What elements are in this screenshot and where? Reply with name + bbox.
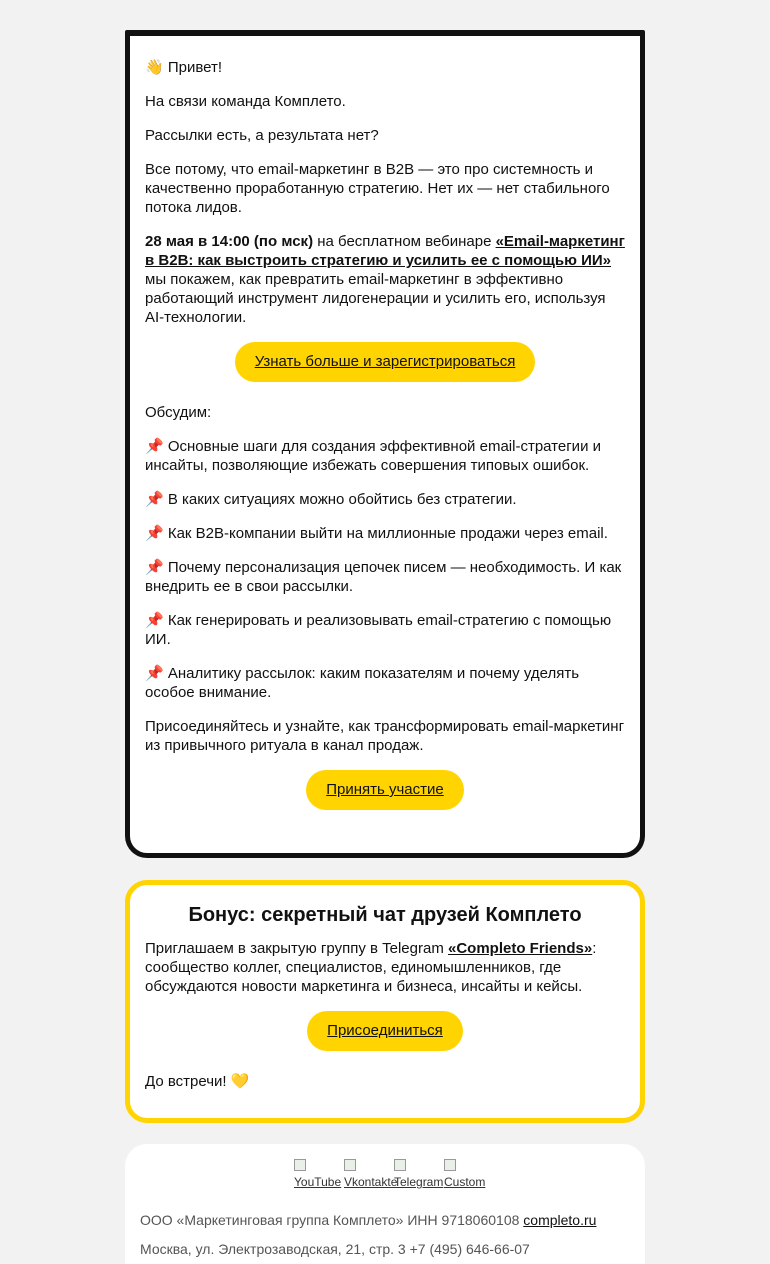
address-line: Москва, ул. Электрозаводская, 21, стр. 3 +7 (495) 646-66-07 (140, 1241, 530, 1257)
participate-button-wrap (145, 770, 625, 810)
custom-icon[interactable]: Custom (444, 1159, 476, 1191)
bonus-text-before: Приглашаем в закрытую группу в Telegram (145, 940, 448, 957)
webinar-rest-text: мы покажем, как превратить email-маркетинг в эффективно работающий инструмент лидогенерации и усилить его, используя AI-технологии. (145, 271, 606, 326)
register-button[interactable]: Узнать больше и зарегистрироваться (235, 342, 536, 382)
participate-button[interactable]: Принять участие (306, 770, 464, 810)
intro-text: На связи команда Комплето. (145, 93, 346, 110)
question-text: Рассылки есть, а результата нет? (145, 127, 379, 144)
bonus-text-after: : сообщество коллег, специалистов, единомышленников, где обсуждаются новости маркетинга и бизнеса, инсайты и кейсы. (145, 940, 597, 995)
topic-item: 📌 Почему персонализация цепочек писем — необходимость. И как внедрить ее в свои рассылки. (145, 559, 622, 595)
social-links (140, 1159, 630, 1191)
farewell-text: До встречи! 💛 (145, 1073, 250, 1090)
webinar-announcement (145, 232, 625, 327)
topic-item: 📌 В каких ситуациях можно обойтись без стратегии. (145, 491, 517, 508)
webinar-mid-text: на бесплатном вебинаре (313, 233, 496, 250)
webinar-date: 28 мая в 14:00 (по мск) (145, 233, 314, 250)
bonus-title: Бонус: секретный чат друзей Комплето (188, 904, 582, 926)
youtube-icon[interactable]: YouTube (294, 1159, 326, 1191)
bonus-card (125, 880, 645, 1123)
greeting: 👋 Привет! (145, 59, 223, 76)
site-link[interactable]: completo.ru (523, 1212, 597, 1228)
closing-text: Присоединяйтесь и узнайте, как трансформировать email-маркетинг из привычного ритуала в канал продаж. (145, 718, 625, 754)
topic-item: 📌 Как B2B-компании выйти на миллионные продажи через email. (145, 525, 608, 542)
join-button[interactable]: Присоединиться (307, 1011, 463, 1051)
discuss-label: Обсудим: (145, 404, 212, 421)
reason-text: Все потому, что email-маркетинг в B2B — это про системность и качественно проработанную стратегию. Нет их — нет стабильного потока лидов. (145, 161, 610, 216)
webinar-title-link[interactable]: «Email-маркетинг в B2B: как выстроить стратегию и усилить ее с помощью ИИ» (145, 233, 625, 269)
legal-text: ООО «Маркетинговая группа Комплето» ИНН 9718060108 (140, 1212, 524, 1228)
register-button-wrap (145, 342, 625, 382)
join-button-wrap (145, 1011, 625, 1051)
telegram-group-link[interactable]: «Completo Friends» (448, 940, 593, 957)
telegram-icon[interactable]: Telegram (394, 1159, 426, 1191)
bonus-text (145, 939, 625, 996)
topic-item: 📌 Как генерировать и реализовывать email-стратегию с помощью ИИ. (145, 612, 612, 648)
footer (125, 1144, 645, 1264)
webinar-card (125, 30, 645, 858)
legal-info (140, 1211, 630, 1230)
topic-item: 📌 Основные шаги для создания эффективной email-стратегии и инсайты, позволяющие избежать совершения типовых ошибок. (145, 438, 601, 474)
topic-item: 📌 Аналитику рассылок: каким показателям и почему уделять особое внимание. (145, 665, 580, 701)
vk-icon[interactable]: Vkontakte (344, 1159, 376, 1191)
